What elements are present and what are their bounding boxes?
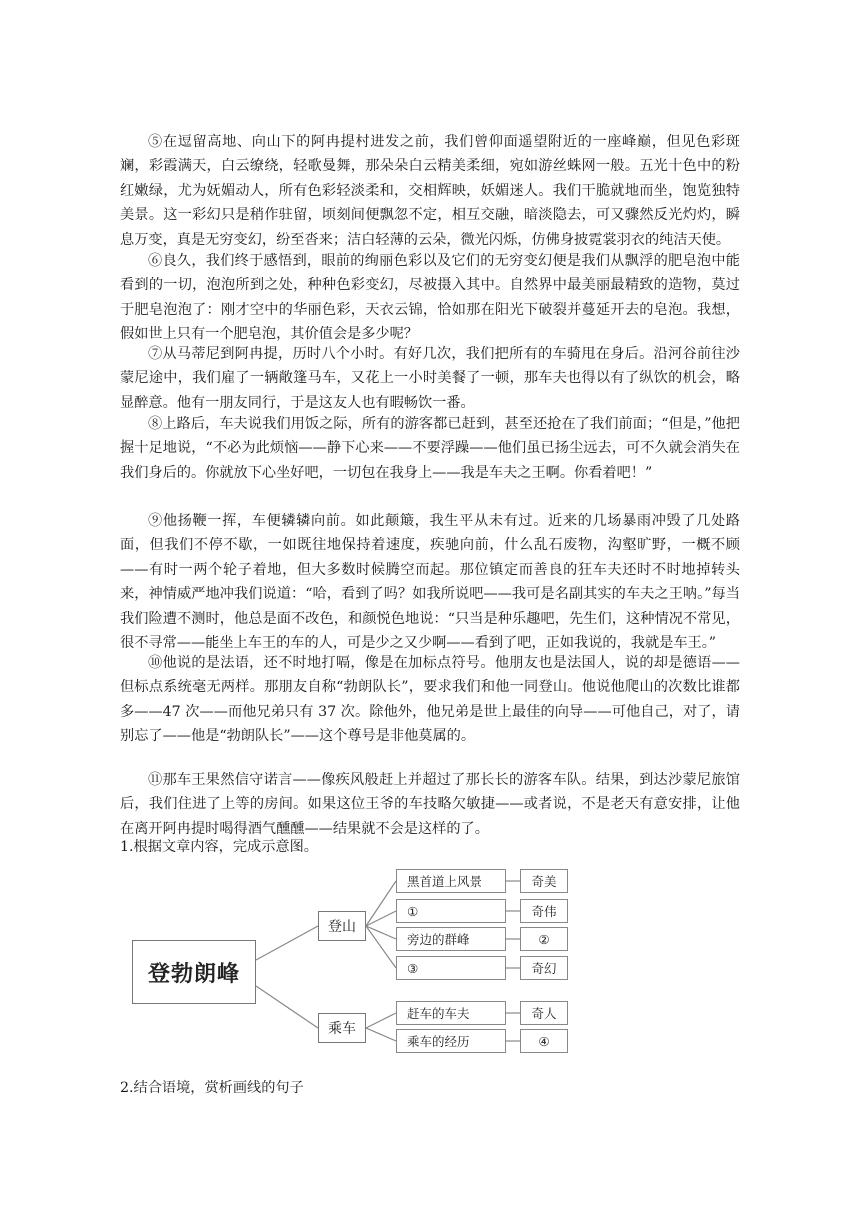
diagram-climb-result-3 [520,927,568,951]
diagram-ride-item-2 [396,1029,506,1053]
diagram-branch-ride-label: 乘车 [328,1021,356,1037]
question-2: 2.结合语境，赏析画线的句子 [120,1080,304,1096]
diagram-climb-result-4 [520,956,568,980]
diagram-climb-item-1 [396,869,506,893]
diagram-ride-result-2 [520,1029,568,1053]
diagram-branch-climb-label: 登山 [328,919,356,935]
question-1: 1.根据文章内容，完成示意图。 [120,839,318,855]
paragraph-8: ⑧上路后，车夫说我们用饭之际，所有的游客都已赶到，甚至还抢在了我们前面；“但是，”他把握十足地说，“不必为此烦恼——静下心来——不要浮躁——他们虽已扬尘远去，可不久就会消失在我们身后的。你就放下心坐好吧，一切包在我身上——我是车夫之王啊。你看着吧！” [120,416,740,481]
diagram-ride-result-2-label: ④ [538,1033,550,1049]
diagram-climb-result-4-label: 奇幻 [531,961,557,976]
diagram-ride-item-1-label: 赶车的车夫 [407,1006,470,1021]
diagram-branch-ride [318,1013,366,1043]
paragraph-10: ⑩他说的是法语，还不时地打嗝，像是在加标点符号。他朋友也是法国人，说的却是德语——但标点系统毫无两样。那朋友自称“勃朗队长”，要求我们和他一同登山。他说他爬山的次数比谁都多——47 次——而他兄弟只有 37 次。除他外，他兄弟是世上最佳的向导——可他自己，对了，请别忘了——他是“勃朗队长”——这个尊号是非他莫属的。 [120,655,740,745]
mind-map-diagram [128,860,568,1060]
diagram-climb-result-1 [520,869,568,893]
diagram-branch-climb [318,911,366,941]
diagram-climb-item-4 [396,956,506,980]
paragraph-5: ⑤在逗留高地、向山下的阿冉提村进发之前，我们曾仰面遥望附近的一座峰巅，但见色彩斑斓，彩霞满天，白云缭绕，轻歌曼舞，那朵朵白云精美柔细，宛如游丝蛛网一般。五光十色中的粉红嫩绿，尤为妩媚动人，所有色彩轻淡柔和，交相辉映，妖媚迷人。我们干脆就地而坐，饱览独特美景。这一彩幻只是稍作驻留，顷刻间便飘忽不定，相互交融，暗淡隐去，可又骤然反光灼灼，瞬息万变，真是无穷变幻，纷至沓来；洁白轻薄的云朵，微光闪烁，仿佛身披霓裳羽衣的纯洁天使。 [120,134,740,248]
diagram-ride-result-1-label: 奇人 [531,1006,557,1021]
paragraph-6: ⑥良久，我们终于感悟到，眼前的绚丽色彩以及它们的无穷变幻便是我们从飘浮的肥皂泡中能看到的一切，泡泡所到之处，种种色彩变幻，尽被摄入其中。自然界中最美丽最精致的造物，莫过于肥皂泡泡了：刚才空中的华丽色彩，天衣云锦，恰如那在阳光下破裂并蔓延开去的皂泡。我想，假如世上只有一个肥皂泡，其价值会是多少呢？ [120,253,740,343]
diagram-climb-item-3 [396,927,506,951]
diagram-climb-item-4-label: ③ [407,960,419,976]
diagram-climb-result-1-label: 奇美 [531,874,557,889]
diagram-root-box [132,940,256,1004]
diagram-climb-result-2-label: 奇伟 [531,904,557,919]
diagram-climb-item-2 [396,899,506,923]
diagram-climb-item-3-label: 旁边的群峰 [407,932,470,947]
diagram-ride-item-2-label: 乘车的经历 [407,1034,470,1049]
diagram-climb-result-3-label: ② [538,931,550,947]
diagram-climb-item-1-label: 黑首道上风景 [407,874,483,889]
paragraph-9: ⑨他扬鞭一挥，车便辚辚向前。如此颠簸，我生平从未有过。近来的几场暴雨冲毁了几处路面，但我们不停不歇，一如既往地保持着速度，疾驰向前，什么乱石废物，沟壑旷野，一概不顾——有时一两个轮子着地，但大多数时候腾空而起。那位镇定而善良的狂车夫还时不时地掉转头来，神情威严地冲我们说道：“哈，看到了吗？如我所说吧——我可是名副其实的车夫之王呐。”每当我们险遭不测时，他总是面不改色，和颜悦色地说：“只当是种乐趣吧，先生们，这种情况不常见，很不寻常——能坐上车王的车的人，可是少之又少啊——看到了吧，正如我说的，我就是车王。” [120,513,740,652]
paragraph-7: ⑦从马蒂尼到阿冉提，历时八个小时。有好几次，我们把所有的车骑甩在身后。沿河谷前往沙蒙尼途中，我们雇了一辆敞篷马车，又花上一小时美餐了一顿，那车夫也得以有了纵饮的机会，略显醉意。他有一朋友同行，于是这友人也有暇畅饮一番。 [120,346,740,411]
diagram-climb-result-2 [520,899,568,923]
diagram-root-label: 登勃朗峰 [147,961,240,987]
diagram-climb-item-2-label: ① [407,903,419,919]
diagram-ride-item-1 [396,1001,506,1025]
diagram-ride-result-1 [520,1001,568,1025]
paragraph-11: ⑪那车王果然信守诺言——像疾风般赶上并超过了那长长的游客车队。结果，到达沙蒙尼旅馆后，我们住进了上等的房间。如果这位王爷的车技略欠敏捷——或者说，不是老天有意安排，让他在离开阿冉提时喝得酒气醺醺——结果就不会是这样的了。 [120,772,740,837]
